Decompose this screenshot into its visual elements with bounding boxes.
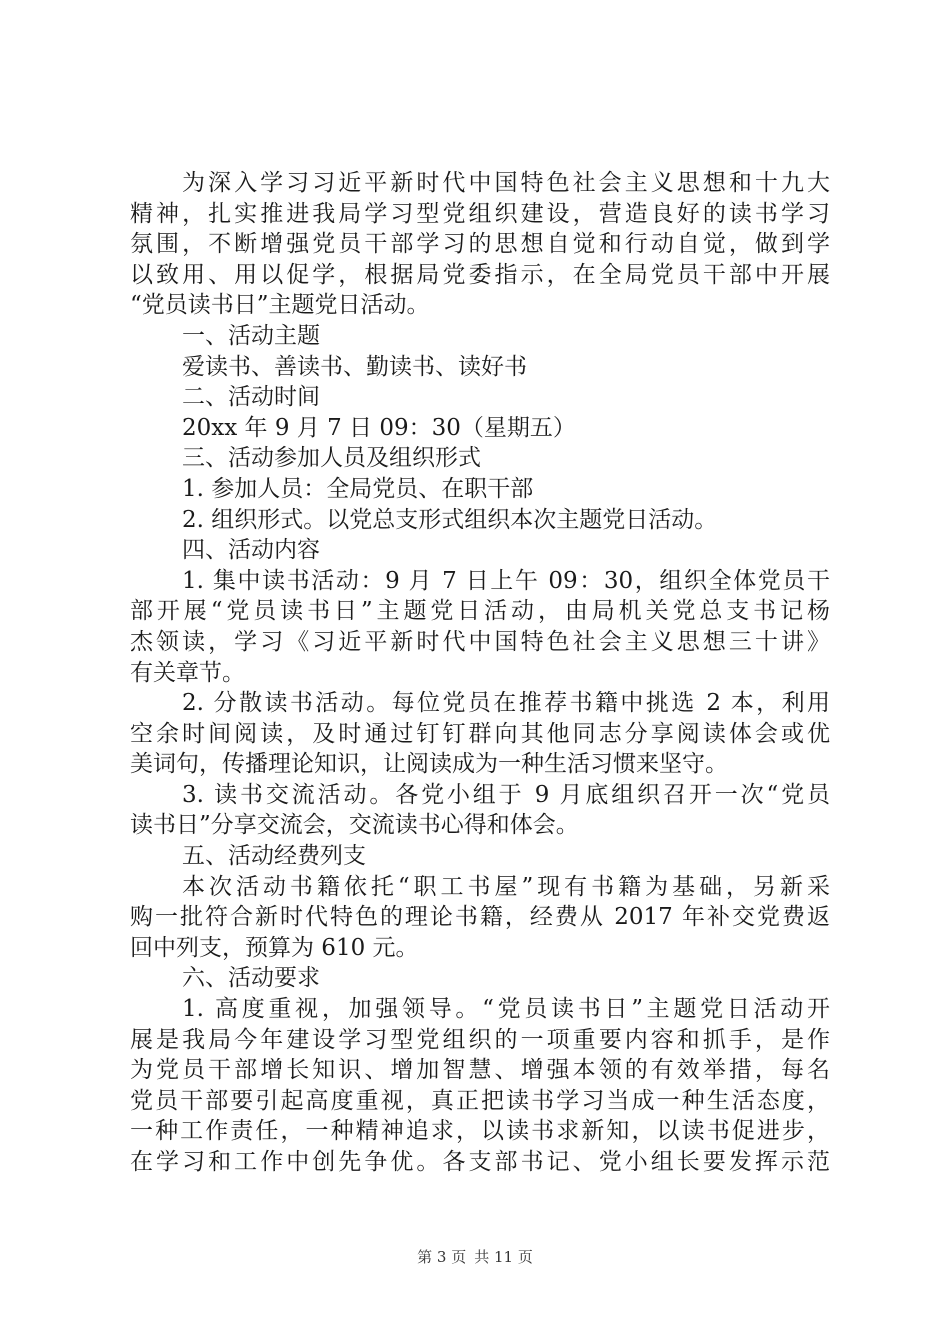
paragraph-line: 以致用、用以促学，根据局党委指示，在全局党员干部中开展 (130, 261, 830, 288)
paragraph-line: 精神，扎实推进我局学习型党组织建设，营造良好的读书学习 (130, 200, 830, 227)
page-footer (0, 1246, 950, 1267)
paragraph-line: 本次活动书籍依托“职工书屋”现有书籍为基础，另新采 (182, 873, 830, 900)
paragraph-line: 3. 读书交流活动。各党小组于 9 月底组织召开一次“党员 (182, 781, 830, 808)
paragraph-line: 读书日”分享交流会，交流读书心得和体会。 (130, 812, 579, 839)
paragraph-line: 为深入学习习近平新时代中国特色社会主义思想和十九大 (182, 170, 830, 196)
paragraph-line: 爱读书、善读书、勤读书、读好书 (182, 353, 527, 380)
page-total: 共 11 页 (474, 1248, 533, 1266)
paragraph-line: 杰领读，学习《习近平新时代中国特色社会主义思想三十讲》 (130, 628, 830, 655)
paragraph-line: 购一批符合新时代特色的理论书籍，经费从 2017 年补交党费返 (130, 904, 830, 931)
section-heading: 二、活动时间 (182, 384, 320, 411)
paragraph-line: 1. 参加人员：全局党员、在职干部 (182, 475, 534, 502)
paragraph-line: 空余时间阅读，及时通过钉钉群向其他同志分享阅读体会或优 (130, 720, 830, 747)
paragraph-line: 回中列支，预算为 610 元。 (130, 934, 419, 961)
section-heading: 六、活动要求 (182, 965, 320, 992)
paragraph-line: 2. 分散读书活动。每位党员在推荐书籍中挑选 2 本，利用 (182, 690, 830, 717)
paragraph-line: 有关章节。 (130, 659, 245, 686)
paragraph-line: 2. 组织形式。以党总支形式组织本次主题党日活动。 (182, 506, 718, 533)
paragraph-line: 在学习和工作中创先争优。各支部书记、党小组长要发挥示范 (130, 1149, 830, 1175)
paragraph-line: 美词句，传播理论知识，让阅读成为一种生活习惯来坚守。 (130, 751, 728, 778)
paragraph-line: 党员干部要引起高度重视，真正把读书学习当成一种生活态度， (130, 1087, 830, 1114)
paragraph-line: 展是我局今年建设学习型党组织的一项重要内容和抓手，是作 (130, 1026, 830, 1053)
paragraph-line: 20xx 年 9 月 7 日 09：30（星期五） (182, 414, 576, 441)
paragraph-line: 为党员干部增长知识、增加智慧、增强本领的有效举措，每名 (130, 1057, 830, 1084)
paragraph-line: “党员读书日”主题党日活动。 (130, 292, 430, 319)
paragraph-line: 一种工作责任，一种精神追求，以读书求新知，以读书促进步， (130, 1118, 830, 1145)
paragraph-line: 1. 集中读书活动：9 月 7 日上午 09：30，组织全体党员干 (182, 567, 830, 594)
paragraph-line: 1. 高度重视，加强领导。“党员读书日”主题党日活动开 (182, 996, 830, 1023)
section-heading: 一、活动主题 (182, 322, 320, 349)
section-heading: 四、活动内容 (182, 537, 320, 564)
paragraph-line: 部开展“党员读书日”主题党日活动，由局机关党总支书记杨 (130, 598, 830, 625)
section-heading: 三、活动参加人员及组织形式 (182, 445, 481, 472)
page-number: 第 3 页 (417, 1248, 467, 1266)
document-body (130, 168, 830, 1178)
paragraph-line: 氛围，不断增强党员干部学习的思想自觉和行动自觉，做到学 (130, 231, 830, 258)
section-heading: 五、活动经费列支 (182, 843, 366, 870)
